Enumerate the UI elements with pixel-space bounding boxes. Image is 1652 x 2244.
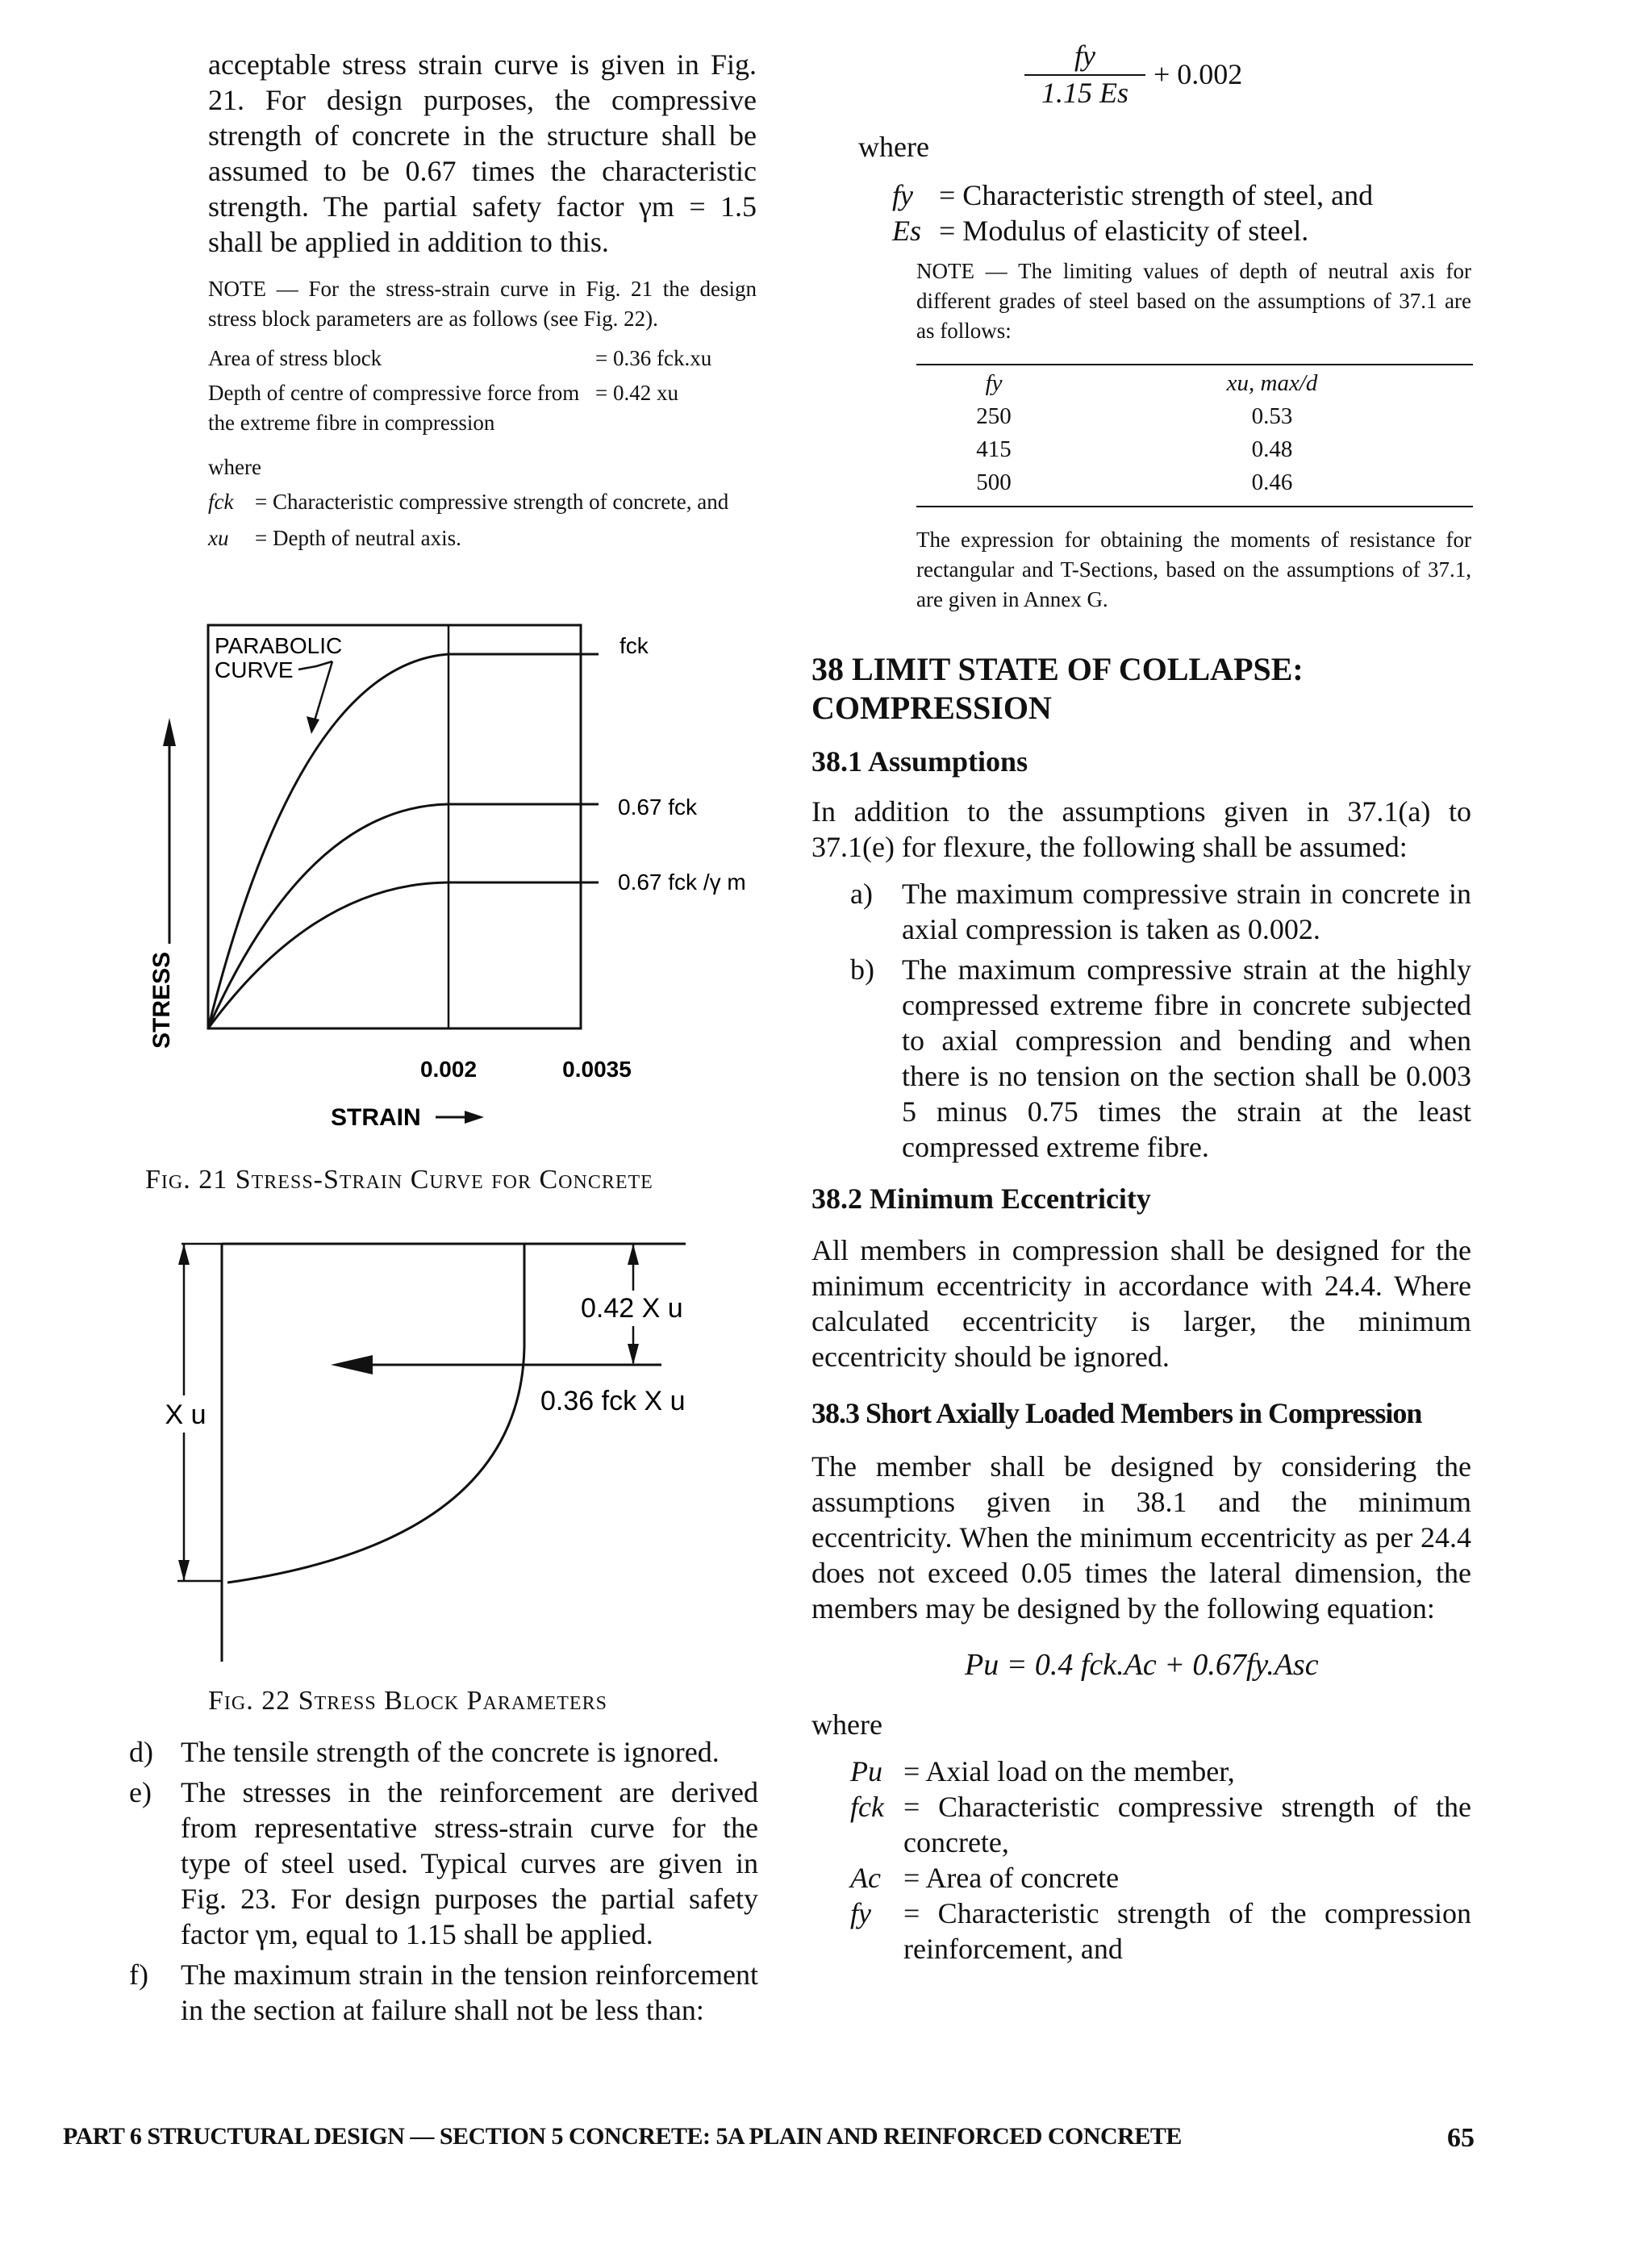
list-item	[850, 952, 1471, 1165]
table-cell: 415	[976, 436, 1012, 462]
list-item-mark: d)	[129, 1736, 153, 1768]
xu-label: X u	[165, 1399, 206, 1430]
section-383-text: The member shall be designed by considering the assumptions given in 38.1 and the minimum eccentricity. When the minimum eccentricity as per 24.4 does not exceed 0.05 times the lateral dimension, the members may be designed by the following equation:	[811, 1450, 1471, 1625]
table-cell: 500	[916, 466, 1071, 507]
definition-row	[850, 1789, 1471, 1860]
where-label: where	[811, 1708, 882, 1741]
left-list	[129, 1734, 758, 2028]
strain-formula	[1024, 39, 1315, 110]
right-definitions	[892, 177, 1471, 248]
definition-row	[850, 1896, 1471, 1967]
right-column	[811, 129, 1471, 1967]
footer-title: PART 6 STRUCTURAL DESIGN — SECTION 5 CONCRETE: 5A PLAIN AND REINFORCED CONCRETE	[63, 2123, 1182, 2150]
parabolic-label: PARABOLIC	[215, 633, 343, 658]
list-item-text: The maximum compressive strain at the highly compressed extreme fibre in concrete subjected to axial compression and bending and when there is no tension on the section shall be 0.003 5 minus 0.75 times the strain at the least compressed extreme fibre.	[902, 953, 1471, 1163]
definition-symbol: Ac	[850, 1862, 881, 1894]
strain-axis-arrow-icon	[465, 1111, 484, 1124]
axial-load-equation: Pu = 0.4 fck.Ac + 0.67fy.Asc	[965, 1648, 1319, 1682]
definition-symbol: Pu	[850, 1755, 882, 1787]
param-row	[208, 344, 757, 373]
table-row	[916, 466, 1473, 507]
left-column	[208, 47, 757, 553]
list-item-text: The tensile strength of the concrete is ignored.	[181, 1736, 720, 1768]
definition-text: = Characteristic compressive strength of concrete, and	[255, 490, 729, 514]
list-item-text: The maximum compressive strain in concrete in axial compression is taken as 0.002.	[902, 878, 1471, 945]
section-382-title: 38.2 Minimum Eccentricity	[811, 1182, 1151, 1215]
definition-row	[850, 1860, 1471, 1896]
fig21-caption: Fig. 21 Stress-Strain Curve for Concrete	[145, 1165, 653, 1195]
equation-definitions	[850, 1754, 1471, 1967]
fck-level-label: fck	[620, 633, 649, 658]
definition-row	[208, 523, 757, 553]
definition-text: = Depth of neutral axis.	[255, 526, 461, 550]
list-item	[129, 1775, 758, 1952]
list-item	[129, 1734, 758, 1770]
curve-label: CURVE	[215, 657, 294, 682]
list-item-text: The stresses in the reinforcement are derived from representative stress-strain curve for the type of steel used. Typical curves are given in Fig. 23. For design purposes the partial safety factor γm, equal to 1.15 shall be applied.	[181, 1776, 758, 1950]
042-arrow-up-icon	[628, 1244, 639, 1265]
definition-text: = Axial load on the member,	[903, 1755, 1235, 1787]
param-label: Area of stress block	[208, 346, 382, 370]
where-label: where	[208, 455, 261, 479]
strain-tick-0002: 0.002	[419, 1057, 478, 1082]
fig22-caption: Fig. 22 Stress Block Parameters	[208, 1686, 607, 1716]
section-381-title: 38.1 Assumptions	[811, 745, 1028, 778]
definition-row	[892, 213, 1471, 248]
list-item-text: The maximum strain in the tension reinforcement in the section at failure shall not be less than:	[181, 1958, 758, 2026]
parabolic-block-curve	[227, 1347, 524, 1583]
table-cell: 250	[976, 403, 1012, 429]
definition-symbol: fck	[850, 1791, 884, 1823]
table-cell: 0.46	[1071, 466, 1473, 507]
definition-text: = Characteristic strength of the compression reinforcement, and	[903, 1897, 1471, 1965]
section-38-title	[811, 650, 1471, 728]
table-cell: 0.53	[1251, 403, 1293, 429]
fig22-stress-block-diagram	[153, 1226, 718, 1678]
list-item	[129, 1957, 758, 2028]
definition-text: = Area of concrete	[903, 1862, 1120, 1894]
list-item-mark: e)	[129, 1776, 152, 1808]
section-382-text: All members in compression shall be designed for the minimum eccentricity in accordance with 24.4. Where calculated eccentricity is larger, the minimum eccentricity should be ignored.	[811, 1234, 1471, 1373]
definition-symbol: xu	[208, 526, 229, 550]
xu-arrow-down-icon	[178, 1560, 190, 1581]
definition-row	[208, 487, 757, 517]
definition-symbol: fy	[850, 1897, 871, 1929]
list-item-mark: f)	[129, 1958, 148, 1991]
036-fck-xu-label: 0.36 fck X u	[540, 1386, 686, 1416]
param-value: = 0.36 fck.xu	[595, 346, 712, 370]
param-value: = 0.42 xu	[595, 381, 678, 405]
section-38-title-line: COMPRESSION	[811, 690, 1052, 726]
intro-paragraph: acceptable stress strain curve is given in Fig. 21. For design purposes, the compressive strength of concrete in the structure shall be assumed to be 0.67 times the characteristic strength. The partial safety factor γm = 1.5 shall be applied in addition to this.	[208, 48, 757, 258]
label-pointer-arrow-icon	[307, 716, 319, 734]
definition-row	[892, 177, 1471, 213]
section-381-intro: In addition to the assumptions given in 37.1(a) to 37.1(e) for flexure, the following shall be assumed:	[811, 795, 1471, 863]
definition-symbol: fy	[892, 179, 913, 211]
param-row	[208, 378, 757, 438]
042-arrow-down-icon	[628, 1344, 639, 1365]
table-cell: 0.48	[1251, 436, 1293, 462]
list-item	[850, 876, 1471, 947]
definition-row	[850, 1754, 1471, 1789]
force-arrow-icon	[331, 1355, 373, 1374]
table-row	[916, 433, 1473, 466]
strain-axis-label: STRAIN	[331, 1104, 421, 1131]
section-381-list	[850, 876, 1471, 1165]
definition-symbol: Es	[892, 215, 921, 247]
page-number: 65	[1447, 2123, 1475, 2153]
neutral-axis-table	[916, 364, 1473, 507]
param-label: Depth of centre of compressive force from the extreme fibre in compression	[208, 381, 580, 435]
formula-addend: + 0.002	[1153, 58, 1243, 90]
stress-axis-label: STRESS	[148, 951, 175, 1049]
stress-block-note: NOTE — For the stress-strain curve in Fig. 21 the design stress block parameters are as follows (see Fig. 22).	[208, 277, 757, 331]
xu-arrow-up-icon	[178, 1244, 190, 1265]
fig21-stress-strain-diagram	[145, 613, 774, 1137]
042-xu-label: 0.42 X u	[581, 1293, 683, 1324]
definition-symbol: fck	[208, 490, 234, 514]
strain-tick-00035: 0.0035	[562, 1057, 632, 1082]
formula-denominator: 1.15 Es	[1041, 77, 1128, 109]
067fck-gm-level-label: 0.67 fck /γ m	[618, 870, 746, 895]
section-38-title-line: 38 LIMIT STATE OF COLLAPSE:	[811, 651, 1304, 687]
neutral-axis-note: NOTE — The limiting values of depth of neutral axis for different grades of steel based on the assumptions of 37.1 are as follows:	[916, 259, 1471, 343]
table-header-row	[916, 365, 1473, 400]
formula-numerator: fy	[1024, 39, 1145, 76]
params-list	[208, 344, 757, 438]
expression-note: The expression for obtaining the moments of resistance for rectangular and T-Sections, based on the assumptions of 37.1, are given in Annex G.	[916, 528, 1471, 611]
section-383-title: 38.3 Short Axially Loaded Members in Compression	[811, 1397, 1422, 1429]
fck-curve	[208, 654, 448, 1028]
table-row	[916, 400, 1473, 433]
list-item-mark: a)	[850, 878, 873, 910]
list-item-mark: b)	[850, 953, 874, 986]
table-header: xu, max/d	[1071, 365, 1473, 400]
definition-text: = Characteristic compressive strength of the concrete,	[903, 1791, 1471, 1858]
stress-axis-arrow-icon	[163, 718, 176, 746]
where-label: where	[858, 131, 929, 163]
definition-text: = Modulus of elasticity of steel.	[939, 215, 1309, 247]
table-header: fy	[916, 365, 1071, 400]
left-definitions	[208, 487, 757, 553]
definition-text: = Characteristic strength of steel, and	[939, 179, 1374, 211]
067fck-level-label: 0.67 fck	[618, 795, 698, 820]
page-footer	[63, 2123, 1475, 2154]
